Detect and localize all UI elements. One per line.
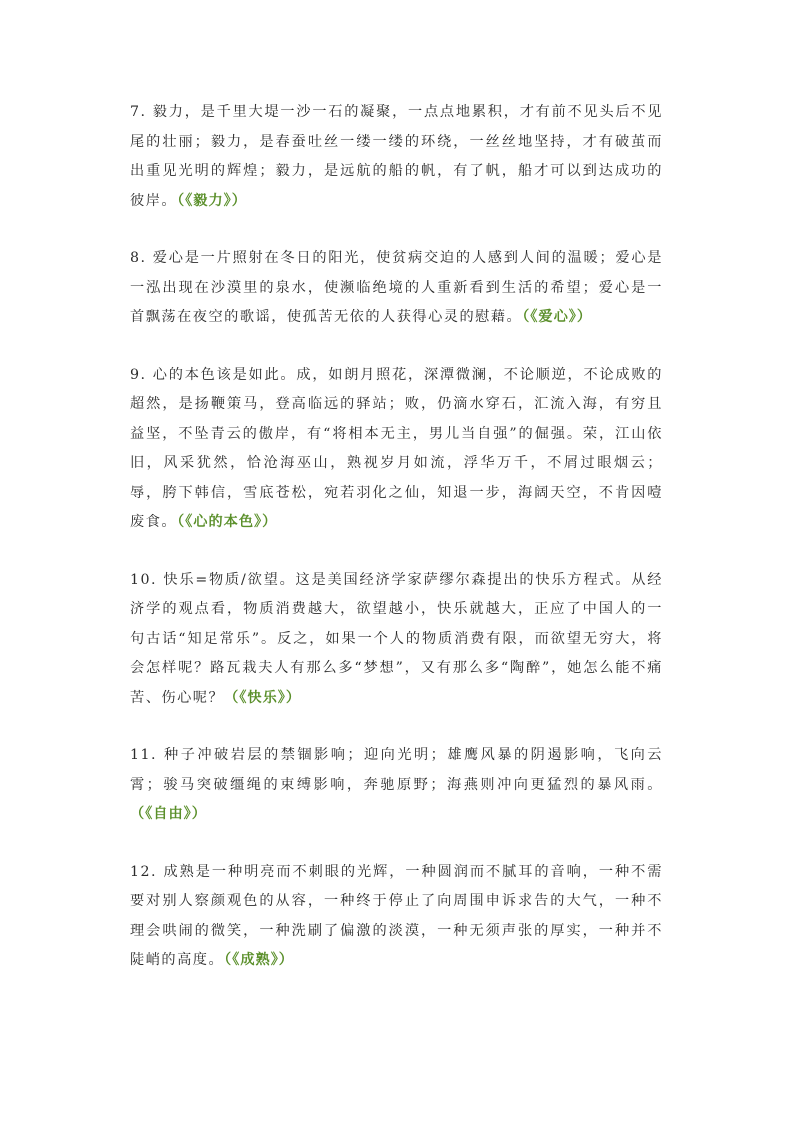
- paragraph-10: [130, 566, 663, 714]
- paragraph-text: 7. 毅力，是千里大堤一沙一石的凝聚，一点点地累积，才有前不见头后不见尾的壮丽；毅力，是春蚕吐丝一缕一缕的环绕，一丝丝地坚持，才有破茧而出重见光明的辉煌；毅力，是远航的船的帆，有了帆，船才可以到达成功的彼岸。: [130, 104, 663, 209]
- paragraph-title: （《快乐》）: [224, 689, 302, 706]
- paragraph-title: （《爱心》）: [522, 309, 593, 325]
- paragraph-text: 12. 成熟是一种明亮而不刺眼的光辉，一种圆润而不腻耳的音响，一种不需要对别人察颜观色的从容，一种终于停止了向周围申诉求告的大气，一种不理会哄闹的微笑，一种洗刷了偏激的淡漠，一种无须声张的厚实，一种并不陡峭的高度。: [130, 863, 663, 968]
- document-page: [130, 98, 663, 1004]
- paragraph-text: 10. 快乐=物质/欲望。这是美国经济学家萨缪尔森提出的快乐方程式。从经济学的观点看，物质消费越大，欲望越小，快乐就越大，正应了中国人的一句古话“知足常乐”。反之，如果一个人的物质消费有限，而欲望无穷大，将会怎样呢？路瓦栽夫人有那么多“梦想”，又有那么多“陶醉”，她怎么能不痛苦、伤心呢？: [130, 571, 663, 706]
- paragraph-text: 11. 种子冲破岩层的禁锢影响；迎向光明；雄鹰风暴的阴遏影响，飞向云霄；骏马突破缰绳的束缚影响，奔驰原野；海燕则冲向更猛烈的暴风雨。: [130, 747, 663, 793]
- paragraph-title: （《成熟》）: [224, 952, 294, 968]
- paragraph-title: （《心的本色》）: [177, 514, 278, 530]
- paragraph-12: [130, 858, 663, 976]
- paragraph-text: 8. 爱心是一片照射在冬日的阳光，使贫病交迫的人感到人间的温暖；爱心是一泓出现在沙漠里的泉水，使濒临绝境的人重新看到生活的希望；爱心是一首飘荡在夜空的歌谣，使孤苦无依的人获得心灵的慰藉。: [130, 250, 663, 325]
- paragraph-title: （《自由》）: [130, 806, 207, 822]
- paragraph-title: （《毅力》）: [177, 192, 247, 209]
- paragraph-9: [130, 361, 663, 538]
- paragraph-8: [130, 244, 663, 333]
- paragraph-text: 9. 心的本色该是如此。成，如朗月照花，深潭微澜，不论顺逆，不论成败的超然，是扬鞭策马，登高临远的驿站；败，仍滴水穿石，汇流入海，有穷且益坚，不坠青云的傲岸，有“将相本无主，男儿当自强”的倔强。荣，江山依旧，风采犹然，恰沧海巫山，熟视岁月如流，浮华万千，不屑过眼烟云；辱，胯下韩信，雪底苍松，宛若羽化之仙，知退一步，海阔天空，不肯因噎废食。: [130, 366, 663, 530]
- paragraph-11: [130, 741, 663, 830]
- paragraph-7: [130, 98, 663, 216]
